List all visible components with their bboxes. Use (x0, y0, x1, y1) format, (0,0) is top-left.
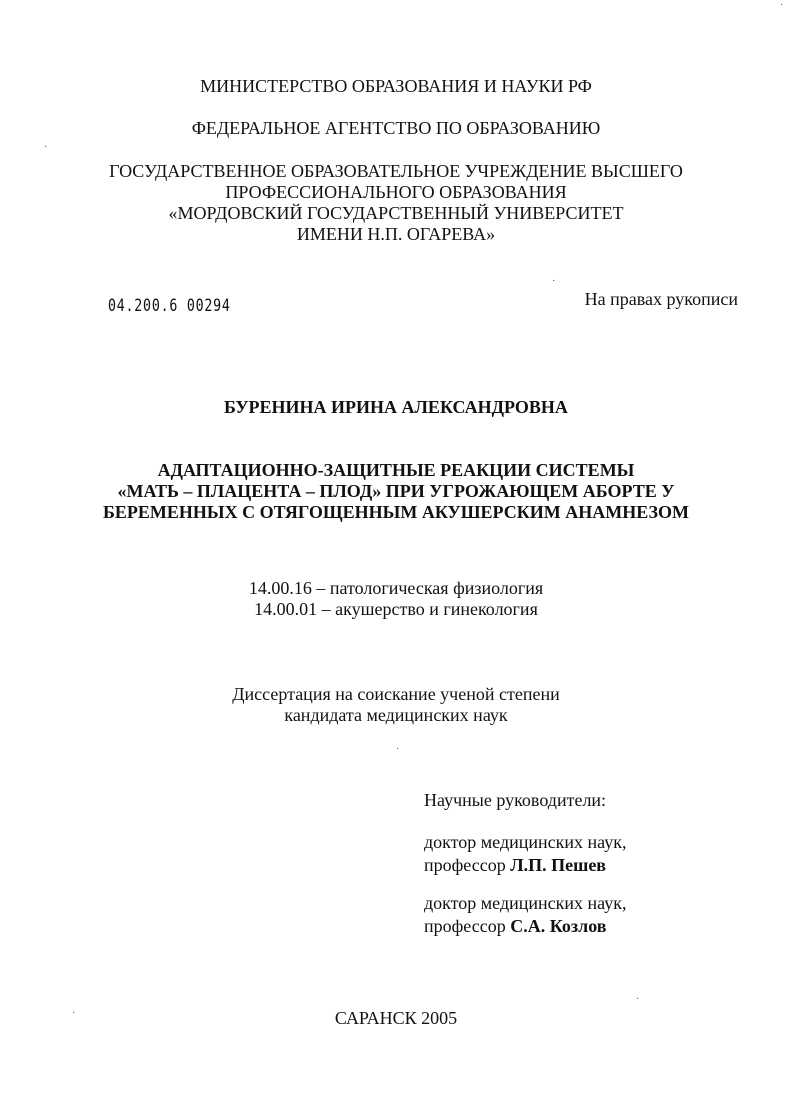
city-year: САРАНСК 2005 (334, 1008, 458, 1028)
degree-statement (0, 684, 792, 726)
author-block (0, 397, 792, 418)
specialties (0, 578, 792, 620)
ministry-header (0, 76, 792, 97)
degree-line: кандидата медицинских наук (284, 705, 508, 725)
institution-line: ПРОФЕССИОНАЛЬНОГО ОБРАЗОВАНИЯ (225, 182, 567, 202)
registry-code: 04.200.6 00294 (108, 296, 231, 316)
scan-speck: · (44, 142, 48, 153)
dissertation-title (0, 460, 792, 523)
scan-speck: · (552, 276, 556, 287)
supervisors-heading: Научные руководители: (424, 790, 607, 810)
supervisor-rank: профессор (424, 855, 511, 875)
supervisor-title: доктор медицинских наук, (424, 832, 627, 852)
supervisor-2 (424, 892, 626, 938)
institution-line: ГОСУДАРСТВЕННОЕ ОБРАЗОВАТЕЛЬНОЕ УЧРЕЖДЕНИЕ ВЫСШЕГО (109, 161, 683, 181)
supervisor-line (424, 854, 626, 877)
institution-line: «МОРДОВСКИЙ ГОСУДАРСТВЕННЫЙ УНИВЕРСИТЕТ (168, 203, 624, 223)
city-year-footer (0, 1008, 792, 1029)
specialty-line: 14.00.16 – патологическая физиология (248, 578, 544, 598)
scan-speck: · (636, 994, 640, 1005)
supervisor-line (424, 915, 626, 938)
specialty-line: 14.00.01 – акушерство и гинекология (254, 599, 538, 619)
title-line: АДАПТАЦИОННО-ЗАЩИТНЫЕ РЕАКЦИИ СИСТЕМЫ (157, 460, 635, 480)
scan-speck: · (396, 744, 400, 755)
scan-speck: · (72, 1008, 76, 1019)
ministry-name: МИНИСТЕРСТВО ОБРАЗОВАНИЯ И НАУКИ РФ (200, 76, 592, 96)
agency-header (0, 118, 792, 139)
author-name: БУРЕНИНА ИРИНА АЛЕКСАНДРОВНА (224, 397, 568, 417)
supervisor-name: Л.П. Пешев (510, 855, 607, 875)
supervisor-title: доктор медицинских наук, (424, 893, 627, 913)
scan-speck: · (780, 0, 784, 11)
manuscript-note: На правах рукописи (584, 289, 738, 309)
supervisor-rank: профессор (424, 916, 511, 936)
agency-name: ФЕДЕРАЛЬНОЕ АГЕНТСТВО ПО ОБРАЗОВАНИЮ (191, 118, 601, 138)
supervisor-1 (424, 831, 626, 877)
supervisor-name: С.А. Козлов (510, 916, 607, 936)
institution-line: ИМЕНИ Н.П. ОГАРЕВА» (296, 224, 496, 244)
degree-line: Диссертация на соискание ученой степени (232, 684, 560, 704)
title-line: «МАТЬ – ПЛАЦЕНТА – ПЛОД» ПРИ УГРОЖАЮЩЕМ АБОРТЕ У (117, 481, 675, 501)
title-line: БЕРЕМЕННЫХ С ОТЯГОЩЕННЫМ АКУШЕРСКИМ АНАМНЕЗОМ (103, 502, 689, 522)
institution-header (0, 161, 792, 245)
